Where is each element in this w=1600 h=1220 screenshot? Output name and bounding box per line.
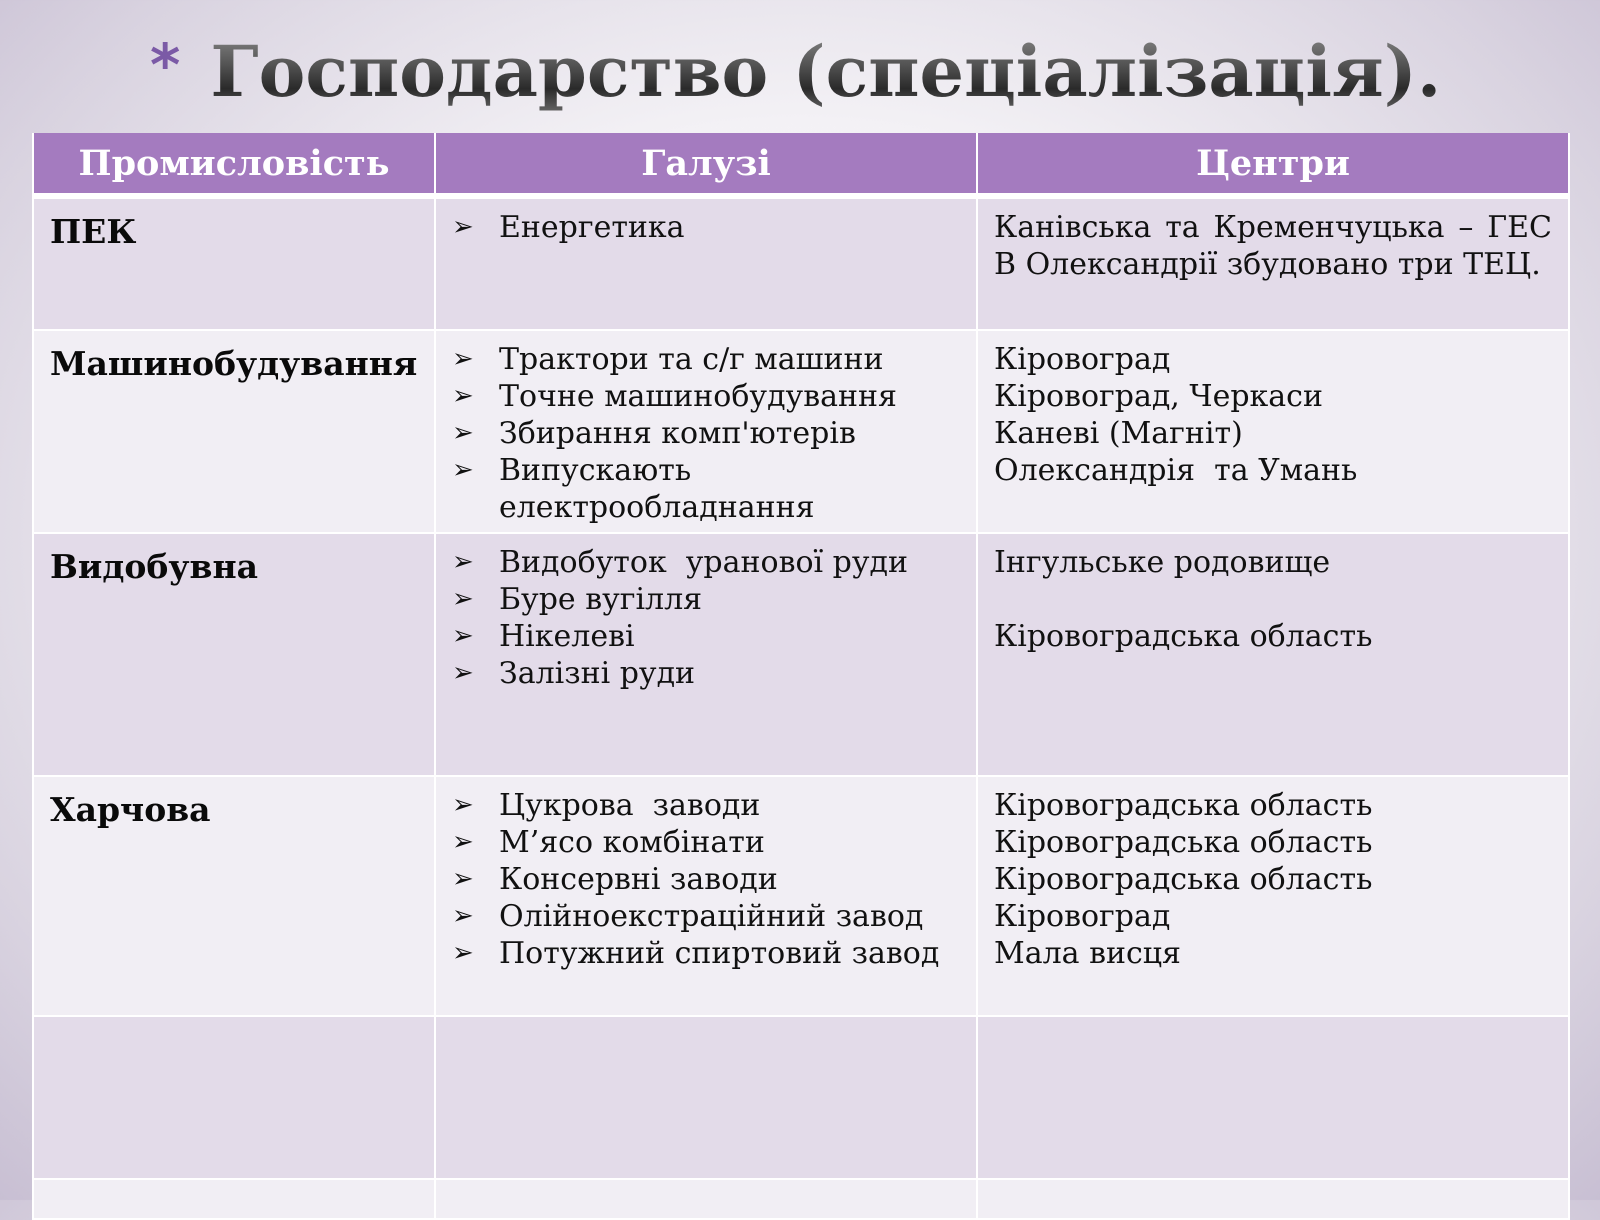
centers-cell bbox=[977, 330, 1569, 533]
table-row bbox=[33, 533, 1569, 776]
branches-cell bbox=[435, 1179, 977, 1219]
table-row bbox=[33, 330, 1569, 533]
specialization-table bbox=[32, 133, 1570, 1220]
arrowhead-bullet-icon: ➢ bbox=[452, 901, 474, 931]
list-item: ➢ Трактори та с/г машини bbox=[452, 342, 884, 377]
slide-title: Господарство (спеціалізація). bbox=[210, 30, 1442, 113]
centers-cell bbox=[977, 1179, 1569, 1219]
asterisk-icon: * bbox=[150, 31, 181, 99]
arrowhead-bullet-icon: ➢ bbox=[452, 938, 474, 968]
branches-cell bbox=[435, 330, 977, 533]
arrowhead-bullet-icon: ➢ bbox=[452, 344, 474, 374]
center-line: Канівська та Кременчуцька – ГЕС bbox=[994, 210, 1552, 245]
industry-name: ПЕК bbox=[50, 212, 137, 251]
industry-cell bbox=[33, 196, 435, 330]
list-item: ➢ Видобуток уранової руди bbox=[452, 545, 908, 580]
list-item: ➢ Точне машинобудування bbox=[452, 379, 897, 414]
centers-cell bbox=[977, 533, 1569, 776]
branches-cell bbox=[435, 533, 977, 776]
header-branches: Галузі bbox=[435, 133, 977, 196]
list-item: ➢ Збирання комп'ютерів bbox=[452, 416, 856, 451]
table-row bbox=[33, 196, 1569, 330]
table-row bbox=[33, 776, 1569, 1016]
header-industry: Промисловість bbox=[33, 133, 435, 196]
industry-cell bbox=[33, 330, 435, 533]
list-item: ➢ Випускають електрообладнання bbox=[452, 453, 815, 525]
centers-cell bbox=[977, 776, 1569, 1016]
center-line: Мала висця bbox=[994, 936, 1181, 971]
center-line: Інгульське родовище bbox=[994, 545, 1331, 580]
industry-name: Машинобудування bbox=[50, 344, 418, 383]
slide-title-area bbox=[150, 30, 1441, 140]
list-item: ➢ М’ясо комбінати bbox=[452, 825, 765, 860]
arrowhead-bullet-icon: ➢ bbox=[452, 621, 474, 651]
center-line: Олександрія та Умань bbox=[994, 453, 1358, 488]
arrowhead-bullet-icon: ➢ bbox=[452, 455, 474, 485]
center-line bbox=[994, 581, 1552, 618]
list-item: ➢ Цукрова заводи bbox=[452, 788, 761, 823]
arrowhead-bullet-icon: ➢ bbox=[452, 584, 474, 614]
list-item: ➢ Нікелеві bbox=[452, 619, 635, 654]
industry-cell bbox=[33, 1016, 435, 1179]
table-row-empty bbox=[33, 1179, 1569, 1219]
branches-cell bbox=[435, 196, 977, 330]
arrowhead-bullet-icon: ➢ bbox=[452, 864, 474, 894]
branches-cell bbox=[435, 776, 977, 1016]
center-line: Кіровоград bbox=[994, 899, 1171, 934]
branches-cell bbox=[435, 1016, 977, 1179]
arrowhead-bullet-icon: ➢ bbox=[452, 827, 474, 857]
header-centers: Центри bbox=[977, 133, 1569, 196]
list-item: ➢ Залізні руди bbox=[452, 656, 696, 691]
centers-cell bbox=[977, 196, 1569, 330]
center-line: Каневі (Магніт) bbox=[994, 416, 1243, 451]
center-line: Кіровоград bbox=[994, 342, 1171, 377]
center-line: Кіровоградська область bbox=[994, 788, 1373, 823]
list-item: ➢ Олійноекстраційний завод bbox=[452, 899, 924, 934]
industry-name: Харчова bbox=[50, 790, 211, 829]
industry-cell bbox=[33, 776, 435, 1016]
center-line: Кіровоград, Черкаси bbox=[994, 379, 1323, 414]
table-row-empty bbox=[33, 1016, 1569, 1179]
table-header-row bbox=[33, 133, 1569, 196]
center-line: В Олександрії збудовано три ТЕЦ. bbox=[994, 247, 1541, 282]
arrowhead-bullet-icon: ➢ bbox=[452, 658, 474, 688]
industry-cell bbox=[33, 1179, 435, 1219]
center-line: Кіровоградська область bbox=[994, 619, 1373, 654]
arrowhead-bullet-icon: ➢ bbox=[452, 212, 474, 242]
list-item: ➢ Потужний спиртовий завод bbox=[452, 936, 940, 971]
center-line: Кіровоградська область bbox=[994, 825, 1373, 860]
list-item: ➢ Консервні заводи bbox=[452, 862, 778, 897]
arrowhead-bullet-icon: ➢ bbox=[452, 381, 474, 411]
arrowhead-bullet-icon: ➢ bbox=[452, 418, 474, 448]
list-item: ➢ Енергетика bbox=[452, 210, 685, 245]
arrowhead-bullet-icon: ➢ bbox=[452, 547, 474, 577]
center-line: Кіровоградська область bbox=[994, 862, 1373, 897]
centers-cell bbox=[977, 1016, 1569, 1179]
arrowhead-bullet-icon: ➢ bbox=[452, 790, 474, 820]
industry-name: Видобувна bbox=[50, 547, 258, 586]
list-item: ➢ Буре вугілля bbox=[452, 582, 703, 617]
industry-cell bbox=[33, 533, 435, 776]
